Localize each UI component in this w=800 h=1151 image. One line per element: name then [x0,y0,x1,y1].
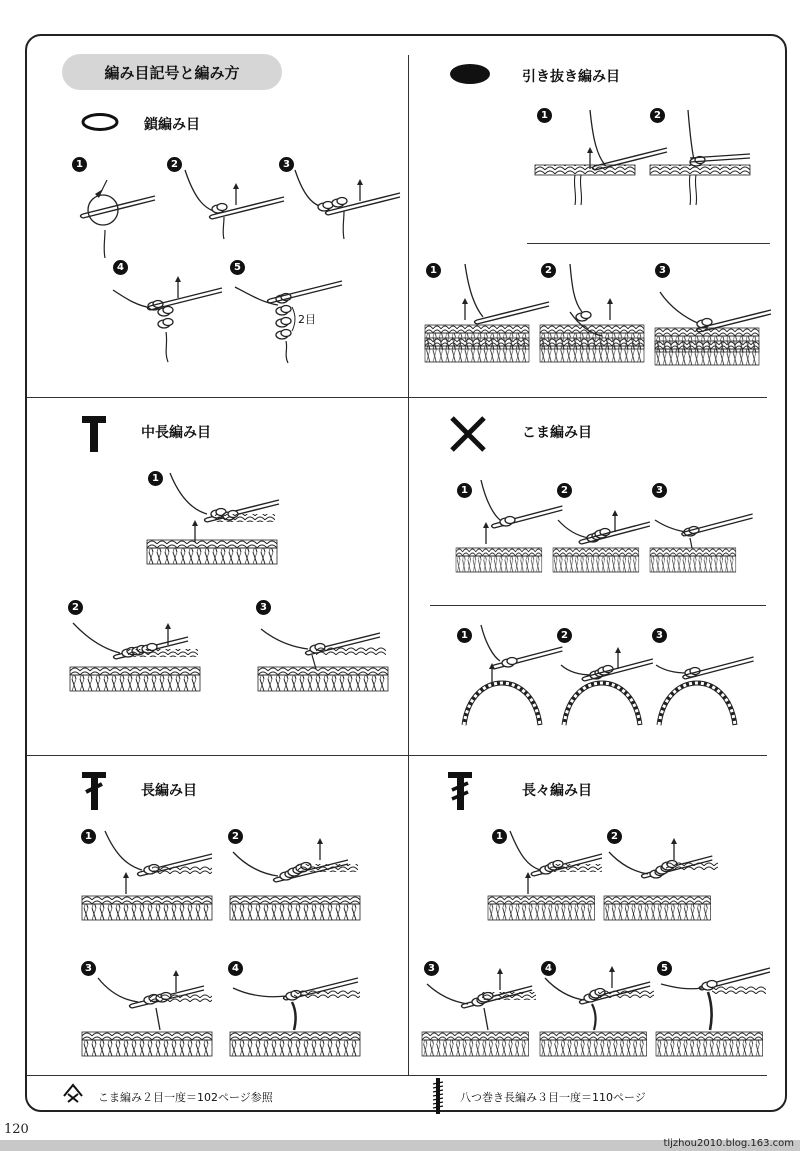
slip-stitch-symbol [448,62,492,86]
single-bottom-step-3: 3 [652,628,667,643]
chain-step-5: 5 [230,260,245,275]
footer-left-note: こま編み２目一度＝102ページ参照 [98,1091,273,1104]
chain-count-note: 2目 [298,313,316,326]
center-divider [408,55,409,1075]
slip-top-step-1: 1 [537,108,552,123]
chain-step-3-illustration [290,165,400,245]
half-double-step-1-illustration [145,468,285,578]
slip-bottom-step-2-illustration [540,262,650,367]
chain-step-3: 3 [279,157,294,172]
double-step-3: 3 [81,961,96,976]
footer-right-note: 八つ巻き長編み３目一度＝110ページ [460,1091,646,1104]
half-double-step-3-illustration [256,615,396,705]
double-step-1: 1 [81,829,96,844]
row-divider-3 [27,1075,767,1076]
chain-step-1: 1 [72,157,87,172]
slip-bottom-step-1-illustration [425,262,535,367]
slip-bottom-step-2: 2 [541,263,556,278]
row-divider-1 [27,397,767,398]
single-bottom-step-2-illustration [556,625,651,735]
treble-step-4-illustration [540,958,660,1063]
treble-step-5: 5 [657,961,672,976]
single-top-step-2: 2 [557,483,572,498]
chain-step-1-illustration [75,170,165,260]
half-double-step-2-illustration [68,615,208,705]
slip-bottom-step-3: 3 [655,263,670,278]
chain-step-5-illustration [230,275,345,365]
row-divider-2 [27,755,767,756]
chain-step-2-illustration [180,165,280,245]
single-crochet-title: こま編み目 [522,425,592,441]
half-double-crochet-title: 中長編み目 [141,425,211,441]
treble-step-1: 1 [492,829,507,844]
treble-crochet-symbol [446,770,476,812]
single-bottom-step-3-illustration [651,625,746,735]
half-double-step-3: 3 [256,600,271,615]
chain-step-4-illustration [108,270,223,365]
page-title: 編み目記号と編み方 [62,54,282,90]
treble-step-3-illustration [422,958,542,1063]
source-watermark: tljzhou2010.blog.163.com [663,1138,794,1149]
slip-top-step-2: 2 [650,108,665,123]
sc2tog-symbol [62,1082,84,1104]
single-top-step-3-illustration [650,480,745,580]
single-sub-divider [430,605,766,606]
single-top-step-2-illustration [553,480,648,580]
double-crochet-symbol [80,770,110,812]
half-double-crochet-symbol [80,414,110,454]
slip-stitch-title: 引き抜き編み目 [522,69,620,85]
treble-step-5-illustration [656,958,771,1063]
page-number: 120 [4,1122,29,1137]
chain-stitch-title: 鎖編み目 [144,117,200,133]
half-double-step-2: 2 [68,600,83,615]
single-bottom-step-1: 1 [457,628,472,643]
double-step-4: 4 [228,961,243,976]
treble-step-2-illustration [604,826,724,926]
chain-stitch-symbol [80,112,120,132]
double-crochet-title: 長編み目 [141,783,197,799]
single-top-step-1-illustration [456,480,551,580]
treble-step-4: 4 [541,961,556,976]
treble-step-1-illustration [488,826,608,926]
chain-step-4: 4 [113,260,128,275]
treble-step-2: 2 [607,829,622,844]
double-step-2-illustration [228,826,368,926]
single-bottom-step-2: 2 [557,628,572,643]
slip-sub-divider [527,243,770,244]
double-step-3-illustration [80,958,220,1063]
chain-step-2: 2 [167,157,182,172]
slip-top-step-1-illustration [535,110,645,210]
single-top-step-1: 1 [457,483,472,498]
eight-wrap-treble-symbol [432,1078,444,1114]
treble-step-3: 3 [424,961,439,976]
slip-top-step-2-illustration [650,110,760,210]
double-step-4-illustration [228,958,368,1063]
slip-bottom-step-1: 1 [426,263,441,278]
slip-bottom-step-3-illustration [655,262,765,367]
single-bottom-step-1-illustration [456,625,551,735]
treble-crochet-title: 長々編み目 [522,783,592,799]
half-double-step-1: 1 [148,471,163,486]
single-top-step-3: 3 [652,483,667,498]
single-crochet-symbol [448,414,488,454]
double-step-2: 2 [228,829,243,844]
double-step-1-illustration [80,826,220,926]
